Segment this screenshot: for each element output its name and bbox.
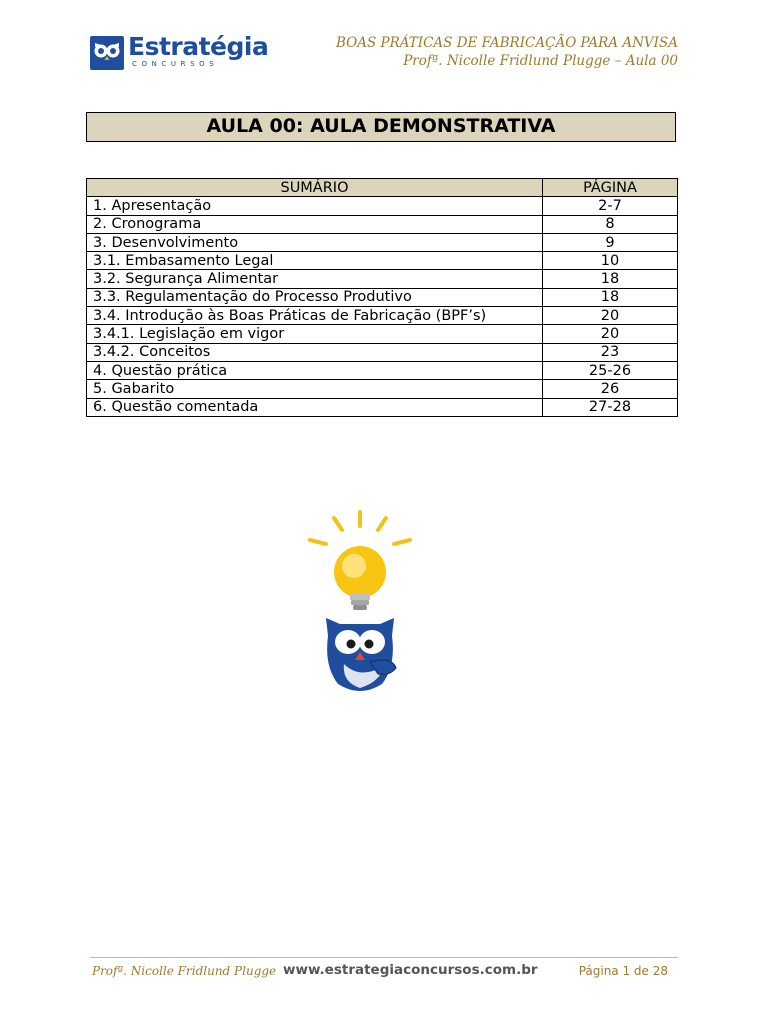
- table-row: [87, 380, 678, 398]
- table-row: [87, 325, 678, 343]
- logo-subtitle: CONCURSOS: [132, 60, 219, 68]
- row-page: 2-7: [543, 197, 678, 215]
- table-row: [87, 288, 678, 306]
- row-label: 1. Apresentação: [87, 197, 543, 215]
- footer-author: Profª. Nicolle Fridlund Plugge: [92, 964, 277, 978]
- row-page: 27-28: [543, 398, 678, 416]
- lightbulb-icon: [334, 546, 386, 610]
- table-row: [87, 233, 678, 251]
- row-label: 5. Gabarito: [87, 380, 543, 398]
- owl-icon: [326, 618, 396, 691]
- summary-table: [86, 178, 678, 417]
- row-label: 6. Questão comentada: [87, 398, 543, 416]
- table-row: [87, 398, 678, 416]
- light-rays-icon: [310, 512, 410, 544]
- estrategia-logo: [90, 32, 270, 74]
- row-label: 3.3. Regulamentação do Processo Produtivo: [87, 288, 543, 306]
- row-page: 25-26: [543, 361, 678, 379]
- table-row: [87, 270, 678, 288]
- footer-page-number: Página 1 de 28: [578, 964, 668, 978]
- footer-divider: [90, 957, 678, 958]
- row-page: 8: [543, 215, 678, 233]
- page-column-header: PÁGINA: [543, 179, 678, 197]
- row-label: 4. Questão prática: [87, 361, 543, 379]
- row-label: 2. Cronograma: [87, 215, 543, 233]
- summary-column-header: SUMÁRIO: [87, 179, 543, 197]
- table-row: [87, 197, 678, 215]
- row-page: 23: [543, 343, 678, 361]
- footer-website-link[interactable]: www.estrategiaconcursos.com.br: [283, 962, 538, 978]
- row-page: 26: [543, 380, 678, 398]
- row-label: 3.1. Embasamento Legal: [87, 252, 543, 270]
- row-page: 20: [543, 325, 678, 343]
- logo-wordmark: Estratégia: [128, 32, 269, 61]
- row-label: 3. Desenvolvimento: [87, 233, 543, 251]
- owl-logo-icon: [90, 36, 124, 70]
- table-row: [87, 252, 678, 270]
- course-title: BOAS PRÁTICAS DE FABRICAÇÃO PARA ANVISA: [335, 35, 678, 51]
- table-header-row: [87, 179, 678, 197]
- row-page: 20: [543, 307, 678, 325]
- row-page: 10: [543, 252, 678, 270]
- owl-mascot-illustration: [300, 506, 420, 696]
- row-label: 3.2. Segurança Alimentar: [87, 270, 543, 288]
- lesson-title: AULA 00: AULA DEMONSTRATIVA: [206, 115, 556, 137]
- row-page: 18: [543, 288, 678, 306]
- teacher-line: Profª. Nicolle Fridlund Plugge – Aula 00: [403, 53, 678, 69]
- table-row: [87, 307, 678, 325]
- table-row: [87, 361, 678, 379]
- row-page: 18: [543, 270, 678, 288]
- row-page: 9: [543, 233, 678, 251]
- row-label: 3.4.2. Conceitos: [87, 343, 543, 361]
- table-row: [87, 343, 678, 361]
- table-row: [87, 215, 678, 233]
- lesson-title-box: [86, 112, 676, 142]
- document-header: [336, 34, 678, 70]
- row-label: 3.4.1. Legislação em vigor: [87, 325, 543, 343]
- row-label: 3.4. Introdução às Boas Práticas de Fabricação (BPF’s): [87, 307, 543, 325]
